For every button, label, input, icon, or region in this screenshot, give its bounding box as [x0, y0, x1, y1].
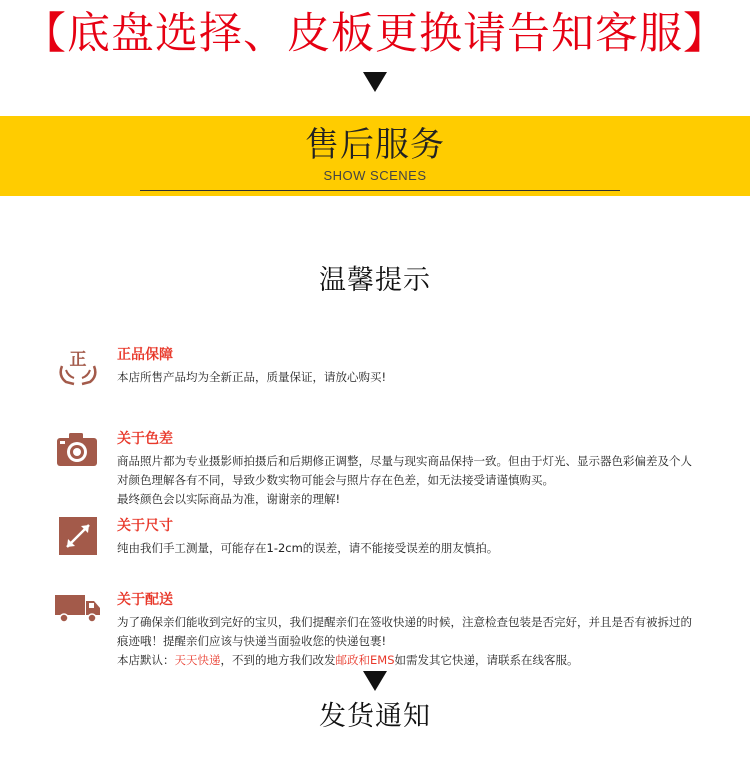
notice-line: 最终颜色会以实际商品为准，谢谢亲的理解! — [117, 492, 341, 506]
band-divider — [140, 190, 620, 191]
notice-body — [117, 368, 717, 387]
notice-line: 商品照片都为专业摄影师拍摄后和后期修正调整，尽量与现实商品保持一致。但由于灯光、显示器色彩偏差及个人 — [117, 454, 692, 468]
notice-body — [117, 539, 717, 558]
resize-arrow-icon — [54, 517, 102, 557]
notice-genuine — [54, 346, 734, 396]
genuine-hands-icon — [54, 346, 102, 386]
camera-icon — [54, 430, 102, 470]
top-banner-notice: 【底盘选择、皮板更换请告知客服】 — [23, 9, 727, 59]
notice-line: 为了确保亲们能收到完好的宝贝，我们提醒亲们在签收快递的时候，注意检查包装是否完好，并且是否有被拆过的 — [117, 615, 692, 629]
notice-heading: 关于色差 — [117, 431, 173, 447]
notice-body — [117, 452, 717, 509]
delivery-truck-icon — [54, 591, 102, 631]
default-courier-line — [117, 651, 717, 670]
notice-line: 对颜色理解各有不同，导致少数实物可能会与照片存在色差，如无法接受请谨慎购买。 — [117, 473, 554, 487]
notice-color-difference — [54, 430, 734, 510]
shipping-notice-title: 发货通知 — [319, 701, 431, 732]
notice-heading: 关于配送 — [117, 592, 173, 608]
notice-size — [54, 517, 734, 567]
default-courier-suffix: 如需发其它快递，请联系在线客服。 — [394, 653, 579, 667]
after-sales-title: 售后服务 — [305, 125, 445, 165]
notice-line: 纯由我们手工测量，可能存在1-2cm的误差，请不能接受误差的朋友慎拍。 — [117, 541, 499, 555]
notice-line: 痕迹哦！提醒亲们应该与快递当面验收您的快递包裹! — [117, 634, 387, 648]
tips-title: 温馨提示 — [319, 265, 431, 296]
alternate-courier-names: 邮政和EMS — [335, 653, 395, 667]
default-courier-middle: ，不到的地方我们改发 — [220, 653, 336, 667]
notice-heading: 关于尺寸 — [117, 518, 173, 534]
notice-delivery — [54, 591, 734, 671]
down-arrow-icon — [363, 72, 387, 92]
down-arrow-icon — [363, 671, 387, 691]
svg-text:正: 正 — [69, 350, 87, 370]
after-sales-subtitle: SHOW SCENES — [323, 168, 427, 183]
notice-heading: 正品保障 — [117, 347, 173, 363]
notice-body — [117, 613, 717, 670]
default-courier-name: 天天快递 — [174, 653, 221, 667]
default-courier-prefix: 本店默认： — [117, 653, 175, 667]
notice-line: 本店所售产品均为全新正品，质量保证，请放心购买! — [117, 370, 387, 384]
